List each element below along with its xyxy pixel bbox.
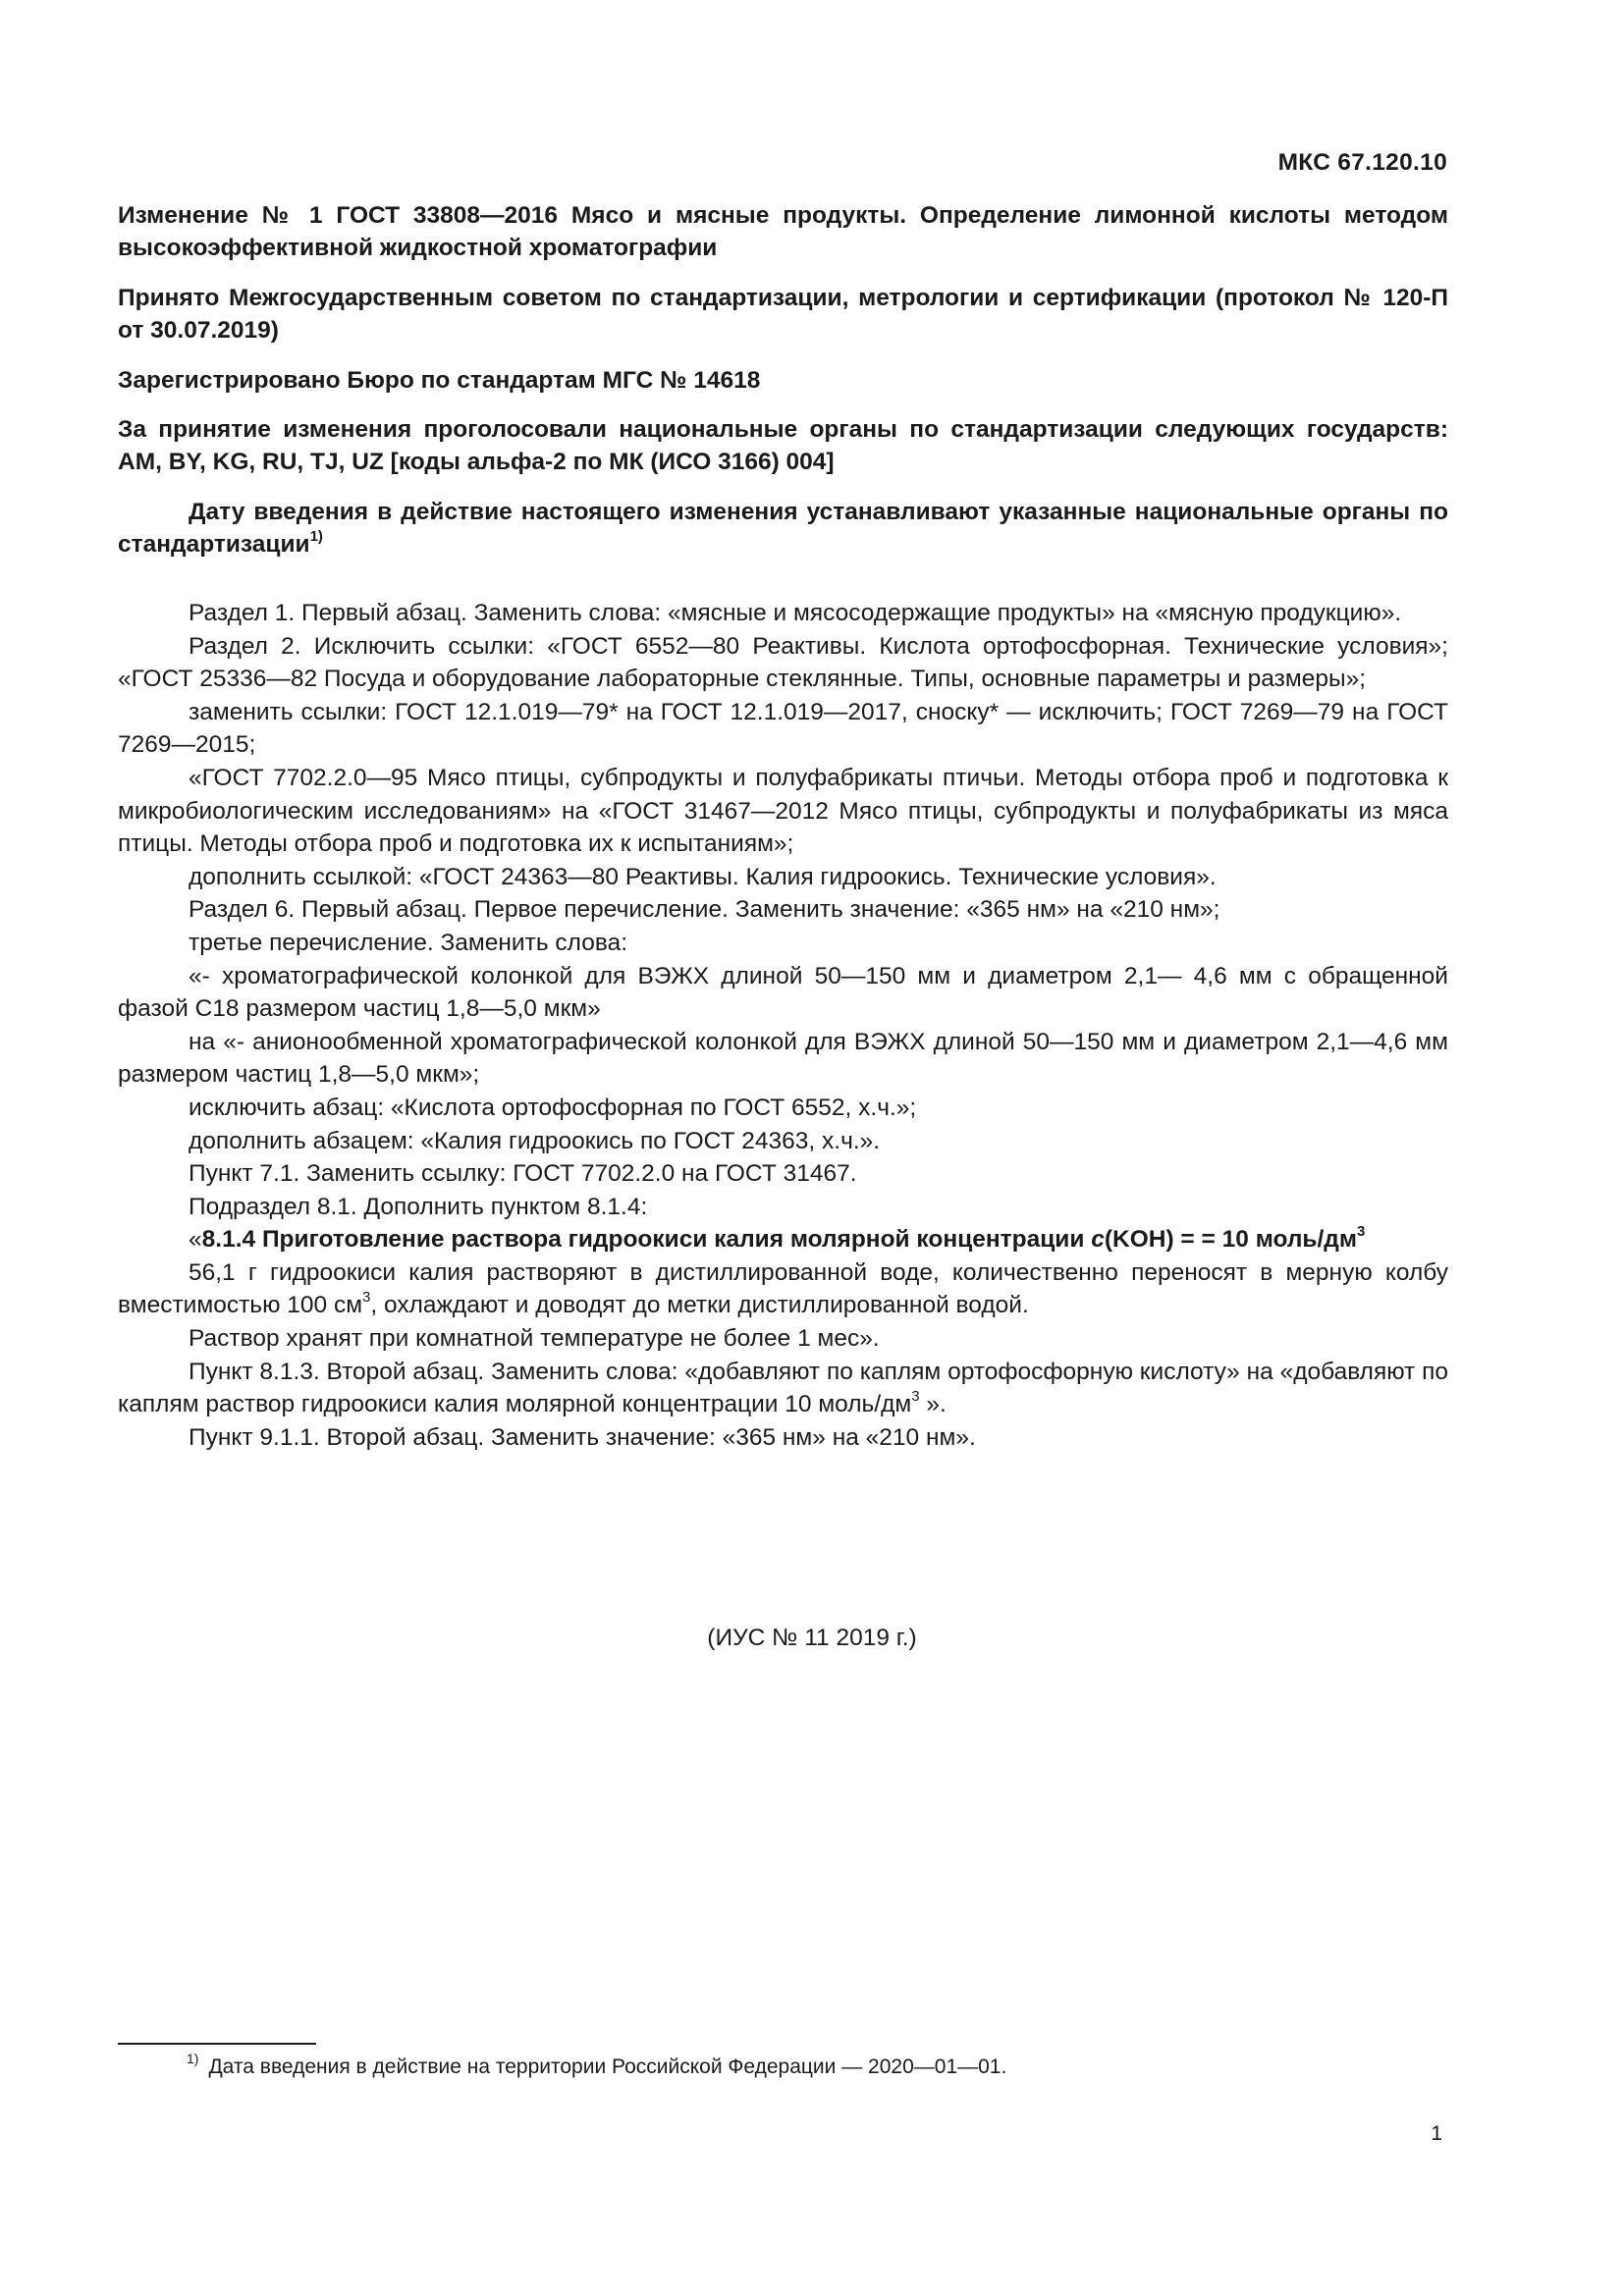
ius-reference: (ИУС № 11 2019 г.) bbox=[707, 1625, 917, 1651]
footnote bbox=[187, 2051, 1007, 2079]
footnote-mark: 1) bbox=[187, 2051, 199, 2066]
effective-date-text: Дату введения в действие настоящего изменения устанавливают указанные национальные органы по стандартизации bbox=[118, 499, 1448, 558]
paragraph: Пункт 9.1.1. Второй абзац. Заменить значение: «365 нм» на «210 нм». bbox=[189, 1423, 976, 1451]
paragraph: «ГОСТ 7702.2.0—95 Мясо птицы, субпродукты и полуфабрикаты птичьи. Методы отбора проб и подготовка к микробиологическим исследованиям» на «ГОСТ 31467—2012 Мясо птицы, субпродукты и полуфабрикаты из мяса птицы. Методы отбора проб и подготовка их к испытаниям»; bbox=[118, 764, 1448, 858]
paragraph: 56,1 г гидроокиси калия растворяют в дистиллированной воде, количественно переносят в мерную колбу вместимостью 100 $см^3$, охлаждают и доводят до метки дистиллированной водой. bbox=[118, 1258, 1448, 1319]
adopted-statement: Принято Межгосударственным советом по стандартизации, метрологии и сертификации (протокол № 120-П от 30.07.2019) bbox=[118, 285, 1448, 344]
paragraph: Пункт 8.1.3. Второй абзац. Заменить слова: «добавляют по каплям ортофосфорную кислоту» на «добавляют по каплям раствор гидроокиси калия молярной концентрации 10 моль/$дм^3$ ». bbox=[118, 1358, 1448, 1418]
paragraph: Раздел 1. Первый абзац. Заменить слова: «мясные и мясосодержащие продукты» на «мясную продукцию». bbox=[189, 600, 1402, 626]
clause-8-1-4-title: 8.1.4 Приготовление раствора гидроокиси калия молярной концентрации bbox=[201, 1226, 1085, 1254]
registration-statement: Зарегистрировано Бюро по стандартам МГС № 14618 bbox=[118, 367, 761, 394]
footnote-reference: 1) bbox=[309, 527, 323, 545]
paragraph: Пункт 7.1. Заменить ссылку: ГОСТ 7702.2.0 на ГОСТ 31467. bbox=[189, 1160, 857, 1188]
mks-code: МКС 67.120.10 bbox=[1277, 149, 1447, 176]
voting-statement: За принятие изменения проголосовали национальные органы по стандартизации следующих государств: AM, BY, KG, RU, TJ, UZ [коды альфа-2 по МК (ИСО 3166) 004] bbox=[118, 416, 1448, 475]
concentration-symbol: с bbox=[1091, 1226, 1105, 1254]
amendment-title: Изменение № 1 ГОСТ 33808—2016 Мясо и мясные продукты. Определение лимонной кислоты методом высокоэффективной жидкостной хроматографии bbox=[118, 202, 1448, 261]
paragraph: Раздел 2. Исключить ссылки: «ГОСТ 6552—80 Реактивы. Кислота ортофосфорная. Технические условия»; «ГОСТ 25336—82 Посуда и оборудование лабораторные стеклянные. Типы, основные параметры и размеры»; bbox=[118, 632, 1448, 693]
footnote-text: Дата введения в действие на территории Российской Федерации — 2020—01—01. bbox=[208, 2056, 1007, 2078]
page-number: 1 bbox=[1431, 2122, 1442, 2145]
paragraph: Подраздел 8.1. Дополнить пунктом 8.1.4: bbox=[189, 1193, 648, 1220]
effective-date-statement bbox=[118, 496, 1448, 561]
paragraph: на «- анионообменной хроматографической колонкой для ВЭЖХ длиной 50—150 мм и диаметром 2,1—4,6 мм размером частиц 1,8—5,0 мкм»; bbox=[118, 1028, 1448, 1089]
paragraph: заменить ссылки: ГОСТ 12.1.019—79* на ГОСТ 12.1.019—2017, сноску* — исключить; ГОСТ 7269—79 на ГОСТ 7269—2015; bbox=[118, 698, 1448, 759]
paragraph: исключить абзац: «Кислота ортофосфорная по ГОСТ 6552, х.ч.»; bbox=[189, 1094, 917, 1121]
paragraph: дополнить ссылкой: «ГОСТ 24363—80 Реактивы. Калия гидроокись. Технические условия». bbox=[189, 863, 1217, 890]
amendment-body bbox=[118, 597, 1448, 1454]
paragraph: третье перечисление. Заменить слова: bbox=[189, 929, 628, 956]
paragraph: Раздел 6. Первый абзац. Первое перечисление. Заменить значение: «365 нм» на «210 нм»; bbox=[189, 896, 1220, 924]
footnote-separator bbox=[118, 2043, 316, 2045]
paragraph: «- хроматографической колонкой для ВЭЖХ длиной 50—150 мм и диаметром 2,1— 4,6 мм с обращенной фазой С18 размером частиц 1,8—5,0 мкм» bbox=[118, 962, 1448, 1023]
paragraph: Раствор хранят при комнатной температуре не более 1 мес». bbox=[189, 1325, 880, 1353]
paragraph: дополнить абзацем: «Калия гидроокись по ГОСТ 24363, х.ч.». bbox=[189, 1127, 881, 1154]
paragraph-8-1-4-heading: «8.1.4 Приготовление раствора гидроокиси калия молярной концентрации с(KOH) = = 10 моль/$дм^3$ bbox=[189, 1223, 1366, 1254]
